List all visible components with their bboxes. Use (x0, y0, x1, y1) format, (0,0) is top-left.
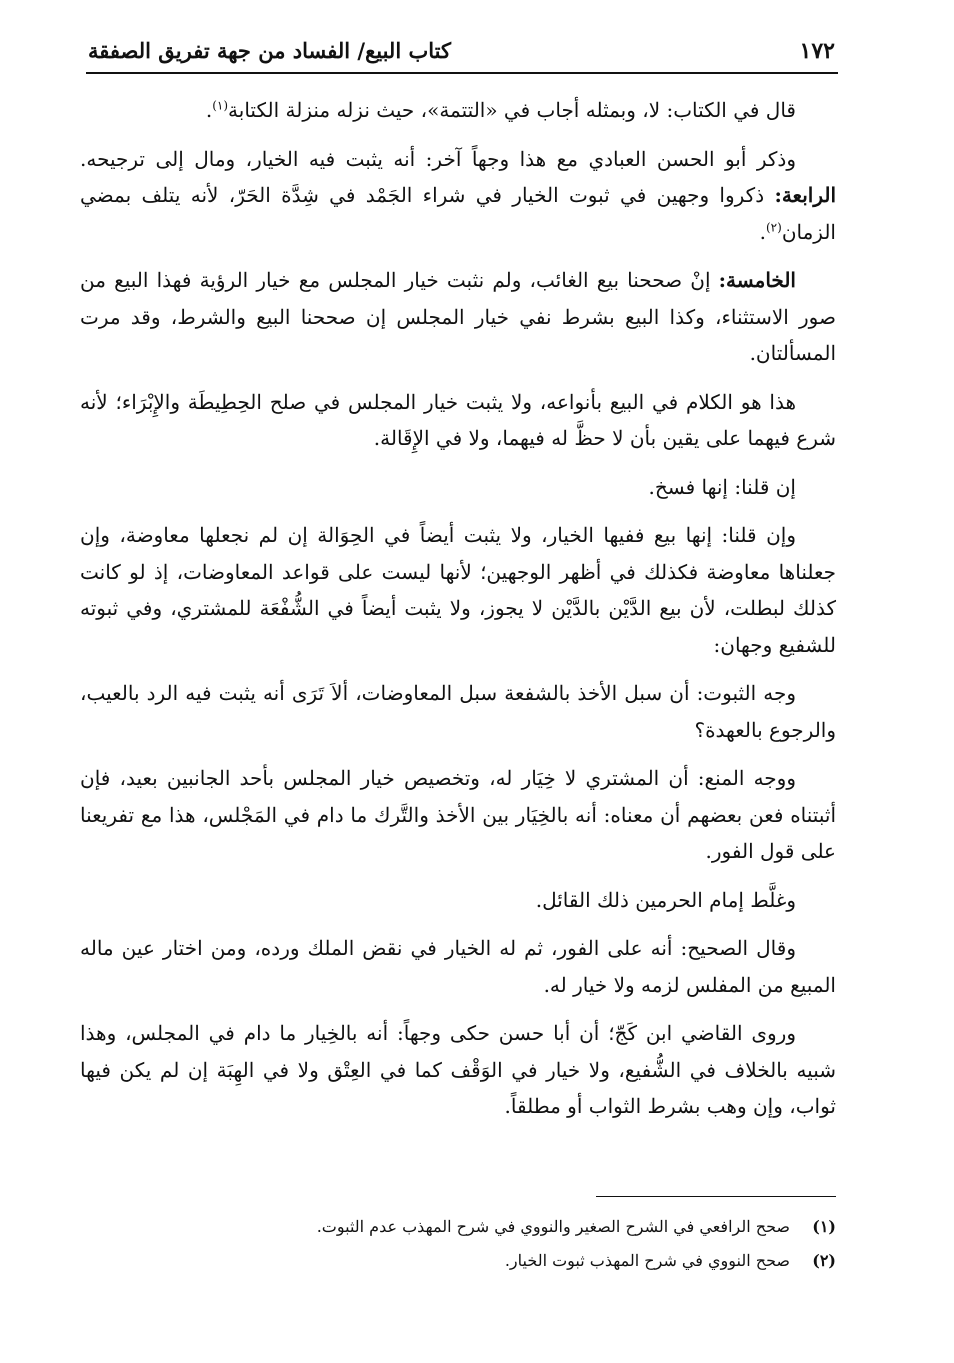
paragraph-text: إنْ صححنا بيع الغائب، ولم نثبت خيار المجلس مع خيار الرؤية فهذا البيع من صور الاستثناء، وكذا البيع بشرط نفي خيار المجلس إن صححنا البيع والشرط، وقد مرت المسألتان. (80, 268, 836, 365)
paragraph-8 (80, 760, 836, 870)
footnote-ref: (٢) (765, 219, 782, 234)
paragraph-11 (80, 1015, 836, 1125)
running-title: كتاب البيع/ الفساد من جهة تفريق الصفقة (88, 38, 451, 63)
paragraph-6 (80, 517, 836, 663)
page-number: ١٧٢ (799, 38, 835, 64)
paragraph-5 (80, 469, 836, 506)
footnote-text: صحح النووي في شرح المهذب ثبوت الخيار. (504, 1251, 790, 1270)
footnotes (200, 1210, 836, 1278)
footnote-number: (٢) (812, 1251, 836, 1270)
paragraph-7 (80, 675, 836, 748)
paragraph-2 (80, 141, 836, 251)
section-lead: الخامسة: (718, 268, 796, 292)
paragraph-text: ووجه المنع: أن المشتري لا خِيَار له، وتخصيص خيار المجلس بأحد الجانبين بعيد، فإن أثبتناه فعن بعضهم أن معناه: أنه بالخِيَار بين الأخذ والتَّرك ما دام في المَجْلس، هذا مع تفريعنا على قول الفور. (80, 766, 836, 863)
paragraph-text-cont: ذكروا وجهين في ثبوت الخيار في شراء الجَمْد في شِدَّة الحَرّ، لأنه يتلف بمضي الزمان (80, 183, 836, 244)
footnote-ref: (١) (212, 98, 229, 113)
paragraph-text: وجه الثبوت: أن سبل الأخذ بالشفعة سبل المعاوضات، ألاَ تَرَى أنه يثبت فيه الرد بالعيب، والرجوع بالعهدة؟ (80, 681, 836, 742)
paragraph-tail: . (205, 98, 213, 122)
paragraph-tail: . (759, 219, 766, 244)
paragraph-3 (80, 262, 836, 372)
paragraph-10 (80, 930, 836, 1003)
paragraph-text: وغلَّط إمام الحرمين ذلك القائل. (535, 887, 796, 912)
footnote-2 (200, 1244, 836, 1278)
footnote-number: (١) (812, 1217, 836, 1236)
header-divider (86, 72, 838, 74)
paragraph-text: وقال الصحيح: أنه على الفور، ثم له الخيار في نقض الملك ورده، ومن اختار عين ماله المبيع من المفلس لزمه ولا خيار له. (80, 936, 836, 997)
paragraph-9 (80, 882, 836, 919)
paragraph-text: هذا هو الكلام في البيع بأنواعه، ولا يثبت خيار المجلس في صلح الحِطِيطَة والإِبْرَاء؛ لأنه شرع فيهما على يقين بأن لا حظَّ له فيهما، ولا في الإِقَالة. (80, 389, 836, 450)
footnote-text: صحح الرافعي في الشرح الصغير والنووي في شرح المهذب عدم الثبوت. (316, 1217, 790, 1236)
section-lead: الرابعة: (774, 183, 836, 207)
paragraph-text: وذكر أبو الحسن العبادي مع هذا وجهاً آخر: أنه يثبت فيه الخيار، ومال إلى ترجيحه. (80, 146, 796, 171)
paragraph-text: إن قلنا: إنها فسخ. (648, 474, 796, 499)
paragraph-4 (80, 384, 836, 457)
paragraph-text: وروى القاضي ابن كَجّ؛ أن أبا حسن حكى وجهاً: أنه بالخِيار ما دام في المجلس، وهذا شبيه بالخلاف في الشُّفيع، ولا خيار في الوَقْف كما في العِتْق ولا في الهِبَة إن لم يكن فيها ثواب، وإن وهب بشرط الثواب أو مطلقاً. (80, 1021, 836, 1118)
paragraph-text: وإن قلنا: إنها بيع ففيها الخيار، ولا يثبت أيضاً في الحِوَالة إن لم نجعلها معاوضة، وإن جعلناها معاوضة فكذلك في أظهر الوجهين؛ لأنها ليست على قواعد المعاوضات، إذ لو كانت كذلك لبطلت، لأن بيع الدَّيْن بالدَّيْن لا يجوز، ولا يثبت أيضاً في الشُّفْعَة للمشتري، وفي ثبوته للشفيع وجهان: (80, 523, 836, 657)
footnote-divider (596, 1196, 836, 1197)
footnote-1 (200, 1210, 836, 1244)
paragraph-1 (80, 92, 836, 129)
paragraph-text: قال في الكتاب: لا، وبمثله أجاب في «التتمة»، حيث نزله منزلة الكتابة (228, 98, 796, 122)
page-header (88, 34, 835, 74)
main-text (80, 92, 836, 1137)
